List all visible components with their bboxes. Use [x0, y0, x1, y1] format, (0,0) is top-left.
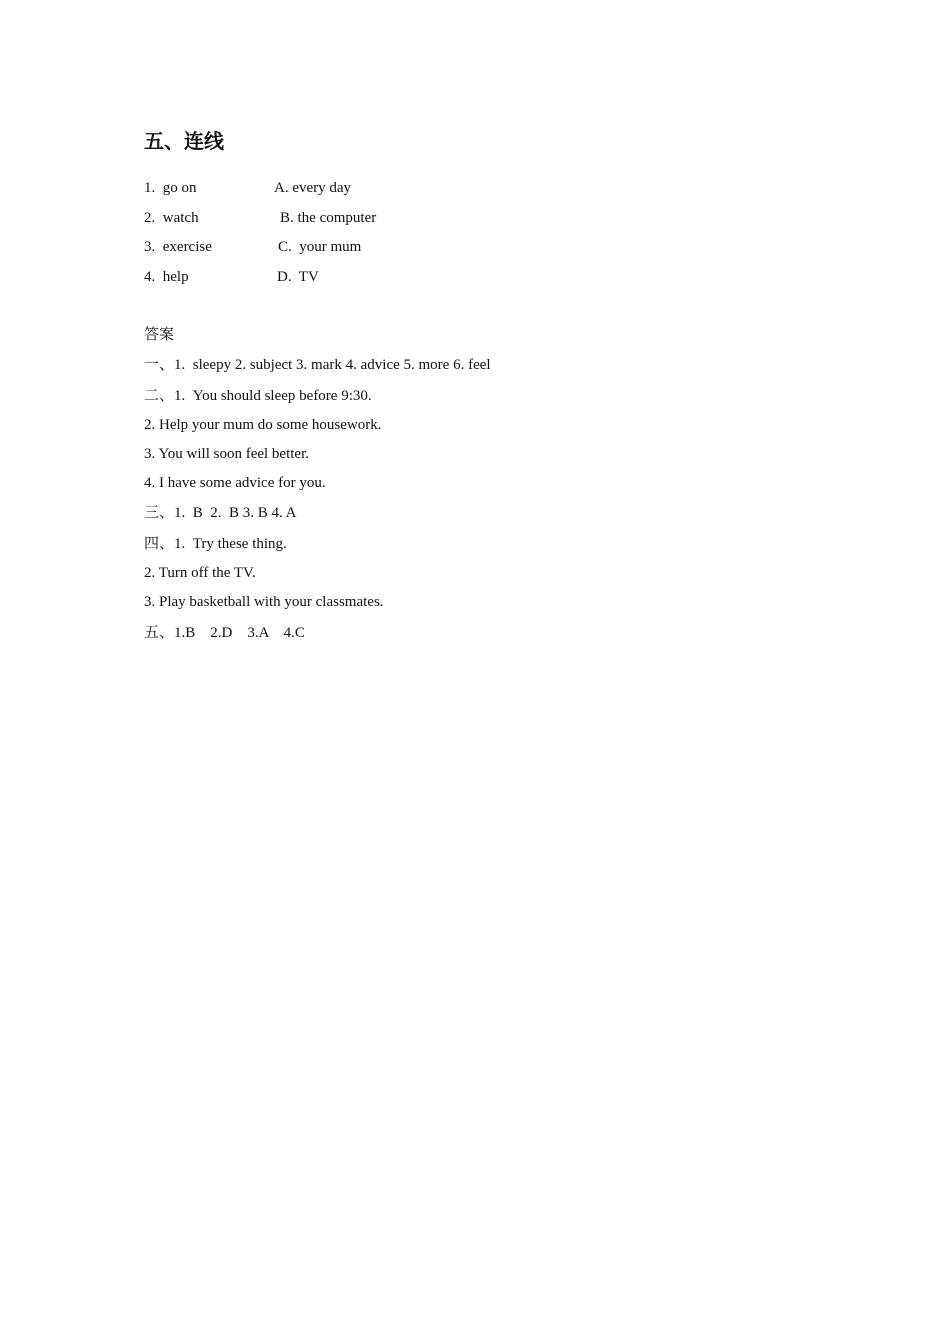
answer-line: 三、1. B 2. B 3. B 4. A: [144, 505, 297, 521]
matching-left-item: 3. exercise: [144, 239, 212, 255]
matching-row: [144, 237, 362, 257]
matching-row: [144, 208, 377, 228]
answer-line: 五、1.B 2.D 3.A 4.C: [144, 625, 305, 641]
section-title: 五、连线: [144, 129, 224, 153]
matching-right-item: A. every day: [274, 180, 352, 196]
answer-line: 4. I have some advice for you.: [144, 475, 326, 491]
answer-line: 一、1. sleepy 2. subject 3. mark 4. advice 5. more 6. feel: [144, 357, 491, 373]
document-page: [144, 0, 844, 1344]
matching-left-item: 2. watch: [144, 210, 199, 226]
answer-line: 2. Help your mum do some housework.: [144, 417, 382, 433]
matching-right-item: D. TV: [277, 269, 319, 285]
answers-heading: 答案: [144, 327, 175, 343]
matching-left-item: 4. help: [144, 269, 189, 285]
matching-row: [144, 178, 352, 198]
answer-line: 四、1. Try these thing.: [144, 536, 287, 552]
answer-line: 3. Play basketball with your classmates.: [144, 594, 384, 610]
matching-left-item: 1. go on: [144, 180, 197, 196]
matching-right-item: C. your mum: [278, 239, 362, 255]
answer-line: 2. Turn off the TV.: [144, 565, 256, 581]
matching-right-item: B. the computer: [280, 210, 377, 226]
matching-row: [144, 267, 319, 287]
answer-line: 3. You will soon feel better.: [144, 446, 309, 462]
answer-line: 二、1. You should sleep before 9:30.: [144, 388, 372, 404]
